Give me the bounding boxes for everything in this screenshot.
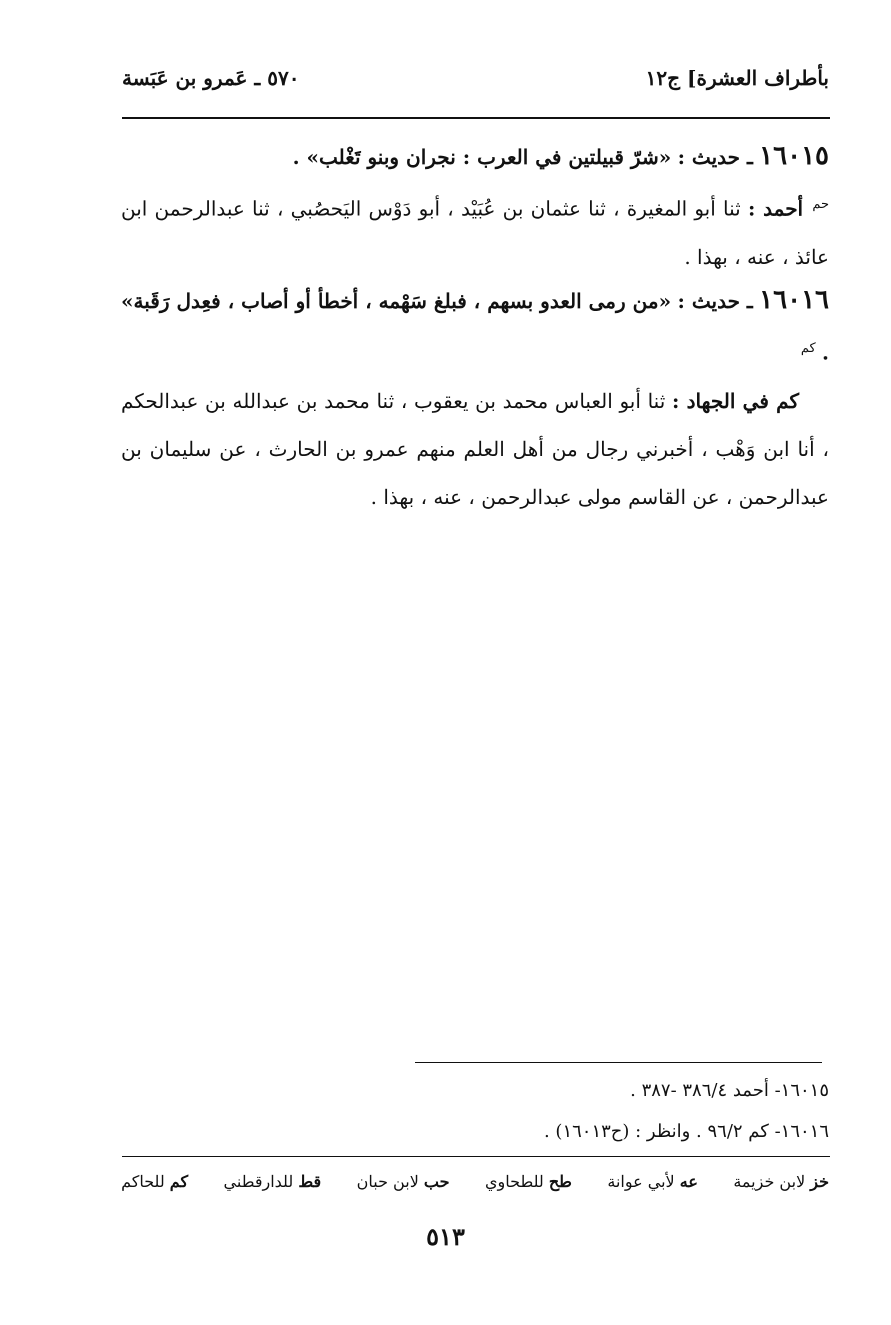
isnad-chain: ثنا أبو العباس محمد بن يعقوب ، ثنا محمد بن عبدالله بن عبدالحكم ، أنا ابن وَهْب ، أخبرني رجال من أهل العلم منهم عمرو بن الحارث ، عن سليمان بن عبدالرحمن ، عن القاسم مولى عبدالرحمن ، عنه ، بهذا . (121, 388, 829, 509)
page-number: ٥١٣ (426, 1222, 465, 1251)
legend-divider (122, 1156, 830, 1157)
source-name: كم في الجهاد : (671, 388, 799, 413)
header-divider (122, 117, 830, 119)
hadith-lead: ـ حديث : (677, 145, 753, 169)
hadith-lead: ـ حديث : (677, 289, 753, 313)
hadith-entry-16016 (121, 276, 829, 521)
legend-item: كم للحاكم (121, 1172, 189, 1191)
footnote-16016: ١٦٠١٦- كم ٩٦/٢ . وانظر : (ح١٦٠١٣) . (543, 1121, 829, 1142)
legend-item: خز لابن خزيمة (733, 1172, 829, 1191)
isnad-block (121, 181, 829, 281)
hadith-text: «شرّ قبيلتين في العرب : نجران وبنو تَغْلب» . (292, 145, 672, 169)
legend-item: قط للدارقطني (223, 1172, 322, 1191)
hadith-entry-16015 (121, 132, 829, 281)
hadith-heading (121, 276, 829, 377)
hadith-text: «من رمى العدو بسهم ، فبلغ سَهْمه ، أخطأ أو أصاب ، فعِدل رَقَبة» . (121, 289, 829, 365)
isnad-block (121, 377, 829, 521)
legend-item: عه لأبي عوانة (607, 1172, 698, 1191)
hadith-number: ١٦٠١٥ (759, 141, 829, 171)
running-header-book-title: بأطراف العشرة] ج١٢ (645, 66, 829, 90)
legend-item: طح للطحاوي (484, 1172, 572, 1191)
abbreviation-legend (121, 1172, 829, 1191)
footnote-divider (415, 1062, 822, 1063)
legend-item: حب لابن حبان (356, 1172, 450, 1191)
footnote-16015: ١٦٠١٥- أحمد ٣٨٦/٤ -٣٨٧ . (630, 1080, 829, 1101)
source-symbol: كم (800, 341, 816, 356)
source-symbol: حم (812, 197, 830, 212)
hadith-number: ١٦٠١٦ (759, 285, 829, 315)
isnad-chain: ثنا أبو المغيرة ، ثنا عثمان بن عُبَيْد ، أبو دَوْس اليَحصُبي ، ثنا عبدالرحمن ابن عائذ ، عنه ، بهذا . (121, 196, 829, 269)
running-header-section-title: ٥٧٠ ـ عَمرو بن عَبَسة (122, 66, 300, 90)
source-name: أحمد : (747, 196, 804, 221)
hadith-heading (121, 132, 829, 181)
